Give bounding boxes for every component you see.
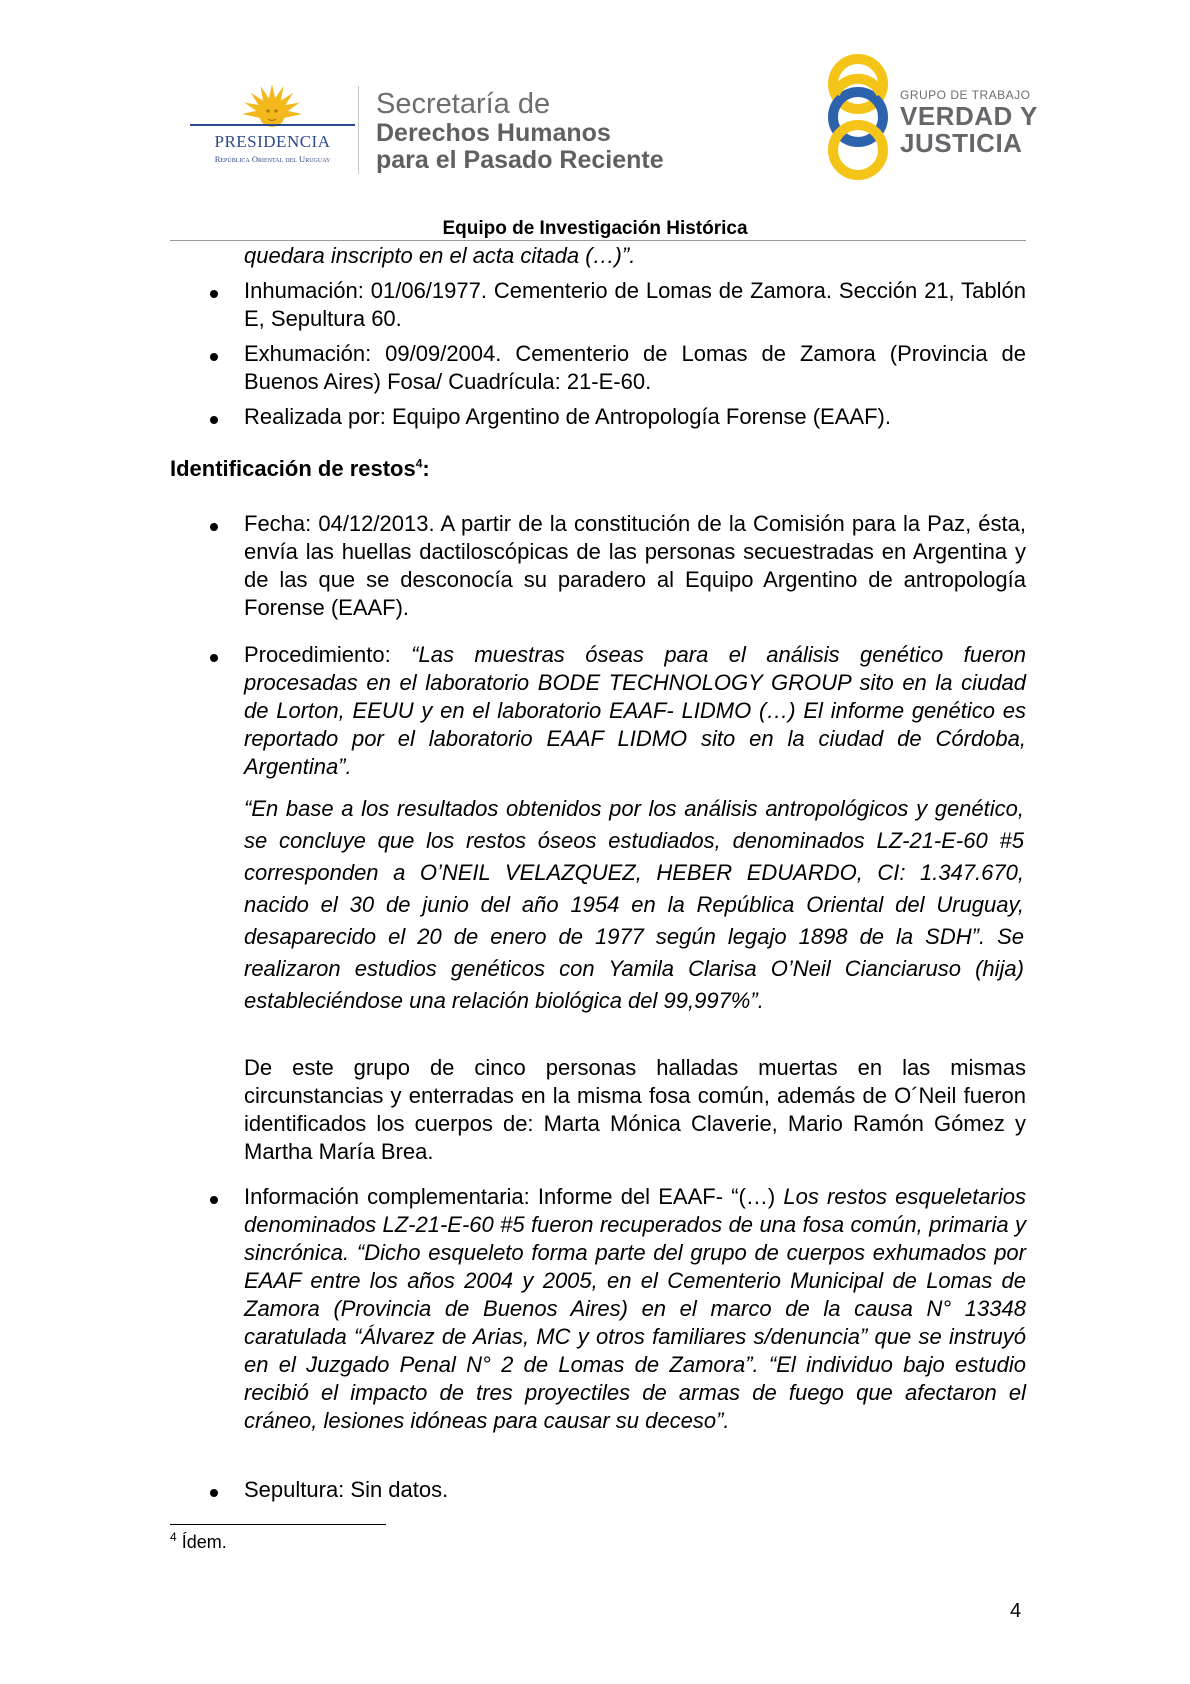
gtvj-small-label: GRUPO DE TRABAJO — [900, 88, 1031, 102]
logo-divider — [358, 86, 359, 174]
header-rule — [170, 240, 1026, 241]
page-number: 4 — [1010, 1600, 1022, 1622]
republica-label: República Oriental del Uruguay — [214, 154, 331, 164]
verdad-justicia-text — [900, 88, 1038, 157]
footnote-rule — [170, 1524, 386, 1525]
list-item-realizada: Realizada por: Equipo Argentino de Antropología Forense (EAAF). — [244, 404, 891, 429]
secretaria-line-2: Derechos Humanos — [376, 119, 611, 147]
secretaria-logo-text — [376, 88, 664, 174]
list-item-informacion — [244, 1183, 1026, 1435]
secretaria-line-1: Secretaría de — [376, 88, 551, 120]
info-quote: Los restos esqueletarios denominados LZ-21-E-60 #5 fueron recuperados de una fosa común, primaria y sincrónica. “Dicho esqueleto forma parte del grupo de cuerpos exhumados por EAAF entre los años 2004 y 2005, en el Cementerio Municipal de Lomas de Zamora (Provincia de Buenos Aires) en el marco de la causa N° 13348 caratulada “Álvarez de Arias, MC y otros familiares s/denuncia” que se instruyó en el Juzgado Penal N° 2 de Lomas de Zamora”. “El individuo bajo estudio recibió el impacto de tres proyectiles de armas de fuego que afectaron el cráneo, lesiones idóneas para causar su deceso”. — [244, 1184, 1027, 1433]
info-label: Información complementaria: Informe del EAAF- “(…) — [244, 1184, 784, 1209]
bullet-icon — [210, 654, 218, 662]
footnote-number: 4 — [170, 1530, 177, 1544]
footnote-text: Ídem. — [176, 1532, 227, 1552]
bullet-icon — [210, 353, 218, 361]
gtvj-verdad: VERDAD Y — [900, 101, 1038, 131]
quote-en-base: “En base a los resultados obtenidos por los análisis antropológicos y genético, se concluye que los restos óseos estudiados, denominados LZ-21-E-60 #5 corresponden a O’NEIL VELAZQUEZ, HEBER EDUARDO, CI: 1.347.670, nacido el 30 de junio del año 1954 en la República Oriental del Uruguay, desaparecido el 20 de enero de 1977 según legajo 1898 de la SDH”. Se realizaron estudios genéticos con Yamila Clarisa O’Neil Cianciaruso (hija) estableciéndose una relación biológica del 99,997%”. — [244, 796, 1024, 1013]
continuation-text: quedara inscripto en el acta citada (…)”. — [244, 243, 636, 268]
presidencia-logo — [190, 82, 355, 178]
bullet-icon — [210, 1196, 218, 1204]
procedimiento-quote: “Las muestras óseas para el análisis genético fueron procesadas en el laboratorio BODE TECHNOLOGY GROUP sito en la ciudad de Lorton, EEUU y en el laboratorio EAAF- LIDMO (…) El informe genético es reportado por el laboratorio EAAF LIDMO sito en la ciudad de Córdoba, Argentina”. — [244, 642, 1026, 779]
section-heading — [170, 456, 430, 482]
footnote-ref: 4 — [415, 456, 423, 471]
footnote — [170, 1532, 227, 1553]
procedimiento-label: Procedimiento: — [244, 642, 412, 667]
bullet-icon — [210, 523, 218, 531]
list-item-procedimiento — [244, 641, 1026, 781]
list-item-fecha: Fecha: 04/12/2013. A partir de la constitución de la Comisión para la Paz, ésta, envía las huellas dactiloscópicas de las personas secuestradas en Argentina y de las que se desconocía su paradero al Equipo Argentino de antropología Forense (EAAF). — [244, 511, 1026, 620]
list-item-inhumacion: Inhumación: 01/06/1977. Cementerio de Lomas de Zamora. Sección 21, Tablón E, Sepultura 60. — [244, 278, 1026, 331]
paragraph-de-este: De este grupo de cinco personas halladas muertas en las mismas circunstancias y enterradas en la misma fosa común, además de O´Neil fueron identificados los cuerpos de: Marta Mónica Claverie, Mario Ramón Gómez y Martha María Brea. — [244, 1055, 1026, 1164]
verdad-justicia-rings-icon — [822, 54, 894, 180]
bullet-icon — [210, 1489, 218, 1497]
bullet-icon — [210, 290, 218, 298]
bullet-icon — [210, 416, 218, 424]
gtvj-justicia: JUSTICIA — [900, 128, 1023, 158]
heading-colon: : — [422, 456, 430, 481]
list-item-sepultura: Sepultura: Sin datos. — [244, 1477, 449, 1502]
list-item-exhumacion: Exhumación: 09/09/2004. Cementerio de Lomas de Zamora (Provincia de Buenos Aires) Fosa/ Cuadrícula: 21-E-60. — [244, 341, 1026, 394]
header-equipo-title: Equipo de Investigación Histórica — [442, 218, 748, 239]
presidencia-label: PRESIDENCIA — [214, 132, 331, 151]
secretaria-line-3: para el Pasado Reciente — [376, 146, 664, 174]
heading-text: Identificación de restos — [170, 456, 416, 481]
